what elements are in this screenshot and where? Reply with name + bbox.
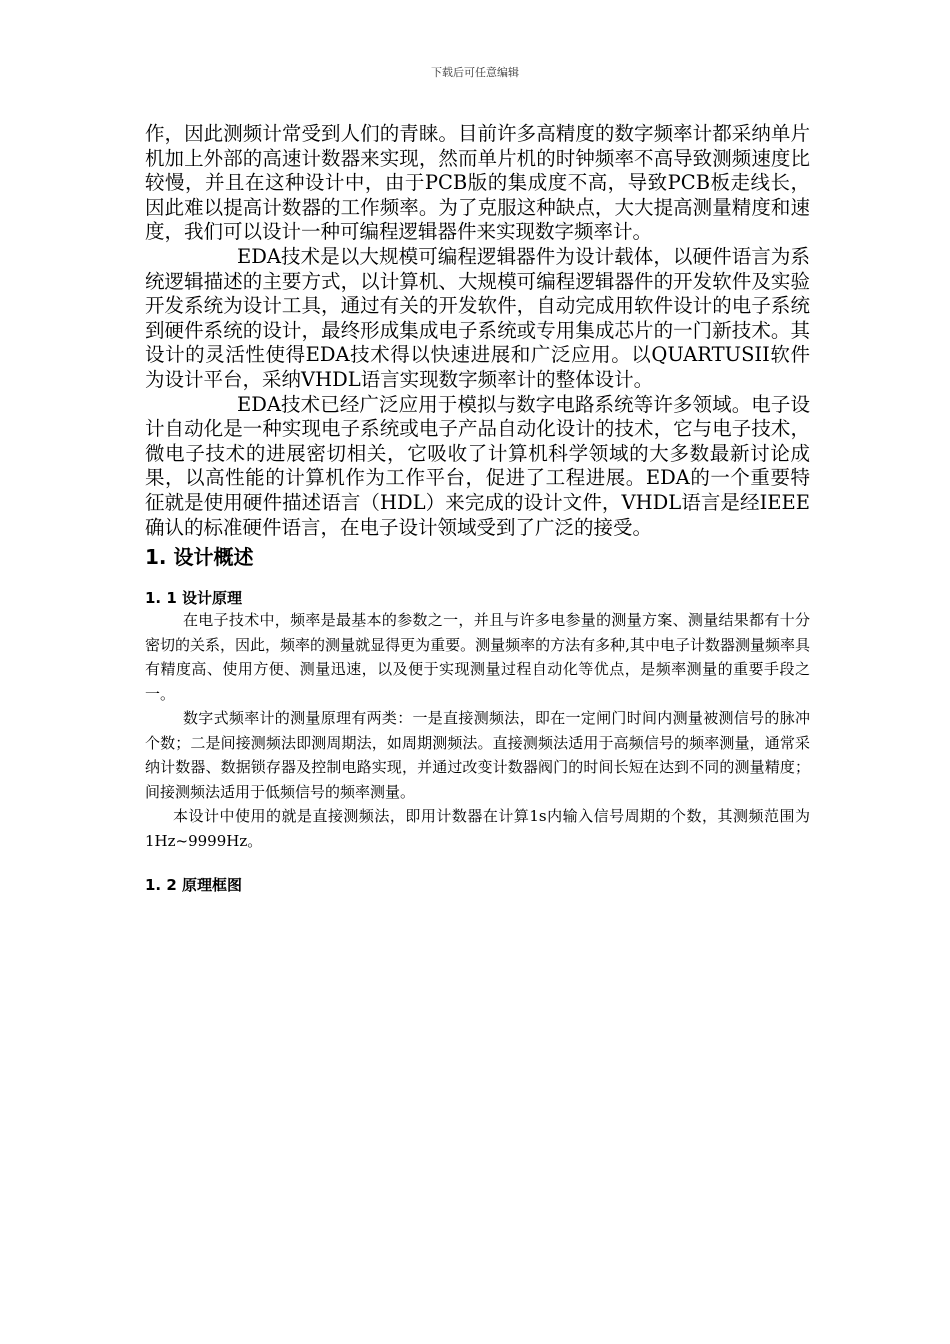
paragraph-intro: 作，因此测频计常受到人们的青睐。目前许多高精度的数字频率计都采纳单片机加上外部的高速计数器来实现，然而单片机的时钟频率不高导致测频速度比较慢，并且在这种设计中，由于PCB版的集成度不高，导致PCB板走线长，因此难以提高计数器的工作频率。为了克服这种缺点，大大提高测量精度和速度，我们可以设计一种可编程逻辑器件来实现数字频率计。 — [145, 122, 810, 244]
paragraph-eda — [145, 245, 810, 393]
subsection-heading-diagram: 1. 2 原理框图 — [145, 876, 243, 895]
document-body — [145, 122, 810, 895]
paragraph-frequency: 在电子技术中，频率是最基本的参数之一，并且与许多电参量的测量方案、测量结果都有十分密切的关系，因此，频率的测量就显得更为重要。测量频率的方法有多种,其中电子计数器测量频率具有精度高、使用方便、测量迅速，以及便于实现测量过程自动化等优点，是频率测量的重要手段之一。 — [145, 611, 810, 703]
paragraph-eda-text: EDA技术是以大规模可编程逻辑器件为设计载体，以硬件语言为系统逻辑描述的主要方式，以计算机、大规模可编程逻辑器件的开发软件及实验开发系统为设计工具，通过有关的开发软件，自动完成用软件设计的电子系统到硬件系统的设计，最终形成集成电子系统或专用集成芯片的一门新技术。其设计的灵活性使得EDA技术得以快速进展和广泛应用。以QUARTUSII软件为设计平台，采纳VHDL语言实现数字频率计的整体设计。 — [145, 244, 810, 391]
paragraph-eda-application-text: EDA技术已经广泛应用于模拟与数字电路系统等许多领域。电子设计自动化是一种实现电子系统或电子产品自动化设计的技术，它与电子技术，微电子技术的进展密切相关，它吸收了计算机科学领域的大多数最新讨论成果，以高性能的计算机作为工作平台，促进了工程进展。EDA的一个重要特征就是使用硬件描述语言（HDL）来完成的设计文件，VHDL语言是经IEEE确认的标准硬件语言，在电子设计领域受到了广泛的接受。 — [145, 392, 810, 539]
paragraph-eda-application — [145, 393, 810, 541]
section-heading: 1. 设计概述 — [145, 545, 254, 570]
subsection-heading-principle: 1. 1 设计原理 — [145, 589, 243, 608]
page-header: 下载后可任意编辑 — [431, 66, 519, 79]
paragraph-measurement-methods: 数字式频率计的测量原理有两类：一是直接测频法，即在一定闸门时间内测量被测信号的脉冲个数；二是间接测频法即测周期法，如周期测频法。直接测频法适用于高频信号的频率测量，通常采纳计数器、数据锁存器及控制电路实现，并通过改变计数器阀门的时间长短在达到不同的测量精度；间接测频法适用于低频信号的频率测量。 — [145, 709, 810, 801]
paragraph-direct-method: 本设计中使用的就是直接测频法，即用计数器在计算1s内输入信号周期的个数，其测频范围为1Hz~9999Hz。 — [145, 807, 810, 850]
